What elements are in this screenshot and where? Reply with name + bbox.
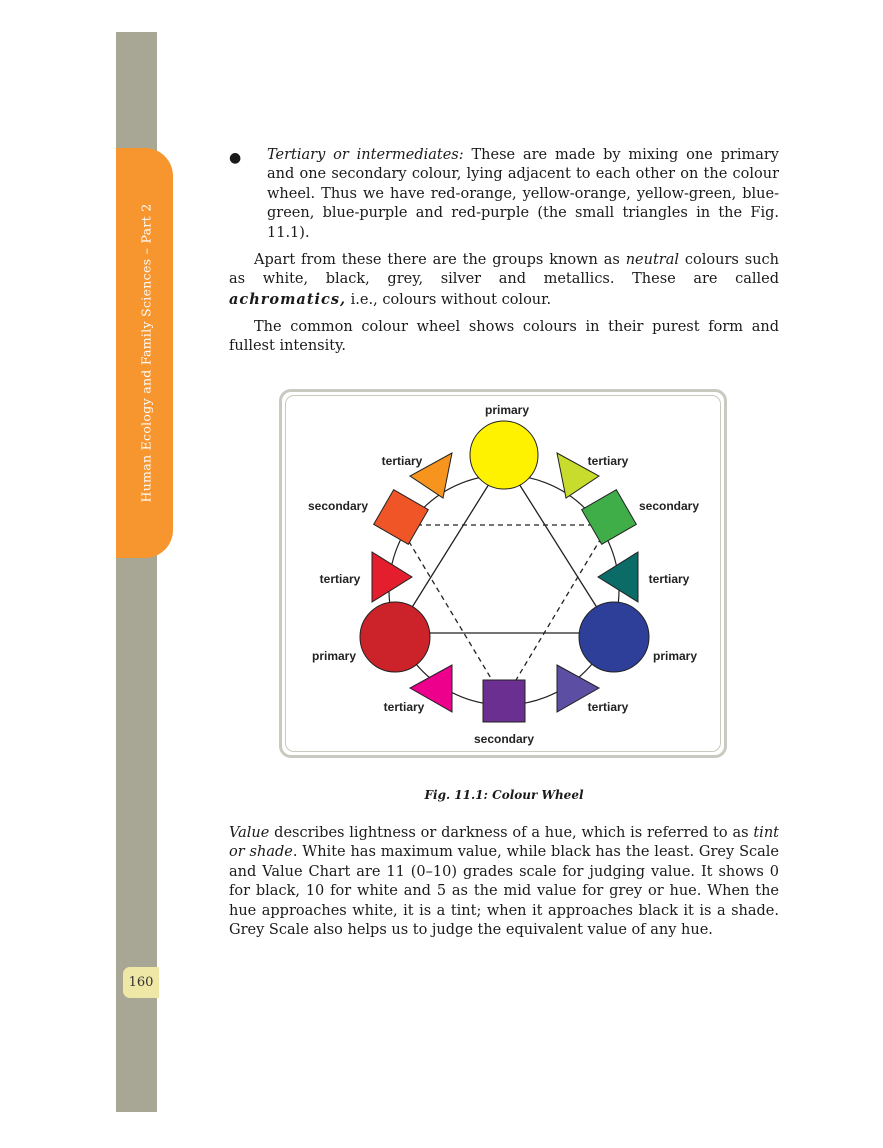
paragraph-colour-wheel: The common colour wheel shows colours in their purest form and fullest intensity. [229, 319, 779, 355]
primary-blue-circle [579, 602, 649, 672]
label-tertiary-bottom-left: tertiary [383, 700, 425, 714]
tertiary-red-orange-triangle [372, 552, 412, 602]
secondary-orange-square [374, 490, 429, 545]
paragraph-neutral [229, 251, 779, 310]
para3-value-term: Value [229, 825, 270, 841]
label-secondary-bottom: secondary [473, 732, 535, 746]
para1-text-c: colours such as white, black, grey, silver and metallics. These are called [229, 252, 779, 288]
primary-yellow-circle [470, 421, 538, 489]
para1-text-a: Apart from these there are the groups known as [254, 252, 626, 268]
label-secondary-left: secondary [307, 499, 369, 513]
para3-text-b: describes lightness or darkness of a hue, which is referred to as [269, 825, 754, 841]
para1-text-e: i.e., colours without colour. [346, 291, 552, 308]
secondary-triangle [399, 525, 609, 700]
para1-neutral: neutral [625, 252, 680, 268]
label-tertiary-left: tertiary [319, 572, 361, 586]
bullet-icon: ● [229, 150, 242, 166]
primary-red-circle [360, 602, 430, 672]
label-tertiary-bottom-right: tertiary [587, 700, 629, 714]
label-tertiary-right: tertiary [648, 572, 690, 586]
figure-caption: Fig. 11.1: Colour Wheel [424, 788, 584, 802]
para1-achromatics: achromatics, [229, 290, 347, 308]
colour-wheel-diagram [282, 392, 724, 755]
bullet-body: These are made by mixing one primary and one secondary colour, lying adjacent to each other on the colour wheel. Thus we have red-orange, yellow-orange, yellow-green, blue-green, blue-purple and red-purple (the small triangles in the Fig. 11.1). [267, 147, 779, 241]
label-primary-right: primary [652, 649, 698, 663]
label-tertiary-top-right: tertiary [587, 454, 629, 468]
label-primary-left: primary [311, 649, 357, 663]
secondary-purple-square [483, 680, 525, 722]
bullet-paragraph [267, 146, 779, 243]
book-title: Human Ecology and Family Sciences – Part 2 [138, 203, 154, 503]
paragraph-value [229, 824, 779, 940]
label-primary-top: primary [484, 403, 530, 417]
bullet-term: Tertiary or intermediates: [267, 147, 464, 163]
secondary-green-square [582, 490, 637, 545]
label-secondary-right: secondary [638, 499, 700, 513]
label-tertiary-top-left: tertiary [381, 454, 423, 468]
para3-tint-shade: tint or shade [229, 825, 779, 861]
tertiary-blue-green-triangle [598, 552, 638, 602]
para3-text-d: . White has maximum value, while black has the least. Grey Scale and Value Chart are 11 (0–10) grades scale for judging value. It shows 0 for black, 10 for white and 5 as the mid value for grey or hue. When the hue approaches white, it is a tint; when it approaches black it is a shade. Grey Scale also helps us to judge the equivalent value of any hue. [229, 844, 780, 939]
page-number: 160 [123, 967, 159, 998]
